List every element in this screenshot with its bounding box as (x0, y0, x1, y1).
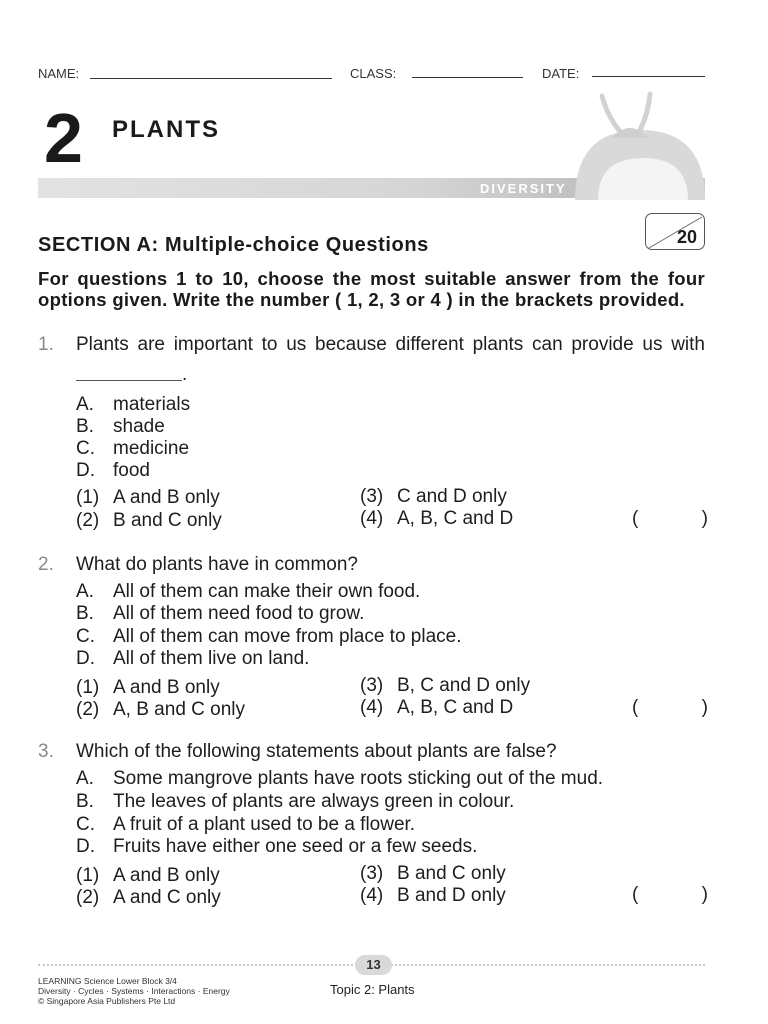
name-label: NAME: (38, 66, 80, 81)
option-letter: B. (76, 416, 94, 437)
option-letter: C. (76, 814, 95, 835)
question-number: 3. (38, 741, 54, 762)
bracket-close: ) (701, 884, 708, 905)
class-field[interactable] (412, 77, 523, 78)
answer-label: (1) (76, 865, 100, 886)
chapter-number: 2 (44, 99, 83, 177)
answer-text: C and D only (397, 486, 507, 507)
date-field[interactable] (592, 76, 705, 77)
instructions-line-2: options given. Write the number ( 1, 2, 3 or 4 ) in the brackets provided. (38, 289, 685, 310)
question-text: What do plants have in common? (76, 554, 358, 575)
footer-book-title: LEARNING Science Lower Block 3/4 (38, 976, 177, 986)
option-text: A fruit of a plant used to be a flower. (113, 814, 416, 835)
option-letter: D. (76, 836, 95, 857)
option-letter: B. (76, 791, 94, 812)
option-text: medicine (113, 438, 190, 459)
left-horn-shape (602, 96, 622, 134)
option-letter: C. (76, 626, 95, 647)
answer-text: A, B, C and D (397, 508, 514, 529)
score-total: 20 (677, 227, 698, 247)
option-text: The leaves of plants are always green in colour. (113, 791, 515, 812)
option-letter: C. (76, 438, 95, 459)
chapter-title: PLANTS (112, 116, 220, 143)
question-number: 2. (38, 554, 54, 575)
section-title: SECTION A: Multiple-choice Questions (38, 234, 429, 256)
option-text: shade (113, 416, 165, 437)
bracket-open: ( (632, 884, 639, 905)
instructions-line-1: For questions 1 to 10, choose the most suitable answer from the four (38, 268, 705, 289)
answer-text: A and B only (113, 677, 220, 698)
bracket-close: ) (701, 508, 708, 529)
bracket-open: ( (632, 697, 639, 718)
question-blank (76, 380, 182, 381)
footer-topic: Topic 2: Plants (330, 982, 415, 997)
answer-text: A and C only (113, 887, 221, 908)
option-letter: A. (76, 394, 94, 415)
option-letter: D. (76, 648, 95, 669)
option-letter: A. (76, 581, 94, 602)
option-text: Some mangrove plants have roots sticking out of the mud. (113, 768, 604, 789)
right-horn-shape (638, 94, 650, 134)
answer-bracket[interactable] (632, 508, 708, 530)
option-letter: B. (76, 603, 94, 624)
answer-label: (1) (76, 487, 100, 508)
answer-text: A and B only (113, 487, 220, 508)
answer-label: (4) (360, 508, 384, 529)
answer-bracket[interactable] (632, 697, 708, 719)
question-text: Which of the following statements about plants are false? (76, 741, 557, 762)
answer-text: B and C only (397, 863, 506, 884)
bracket-close: ) (701, 697, 708, 718)
option-text: food (113, 460, 150, 481)
answer-label: (2) (76, 887, 100, 908)
option-letter: D. (76, 460, 95, 481)
answer-text: B and D only (397, 885, 506, 906)
answer-label: (2) (76, 699, 100, 720)
footer-publisher: © Singapore Asia Publishers Pte Ltd (38, 996, 176, 1006)
option-text: materials (113, 394, 191, 415)
option-letter: A. (76, 768, 94, 789)
question-number: 1. (38, 334, 54, 355)
answer-label: (4) (360, 885, 384, 906)
question-blank-suffix: . (182, 364, 188, 385)
page-number: 13 (355, 955, 392, 975)
footer-book-themes: Diversity · Cycles · Systems · Interactions · Energy (38, 986, 230, 996)
option-text: All of them need food to grow. (113, 603, 365, 624)
answer-text: A, B, C and D (397, 697, 514, 718)
banner-label: DIVERSITY (480, 181, 567, 196)
option-text: Fruits have either one seed or a few seeds. (113, 836, 478, 857)
answer-text: B and C only (113, 510, 222, 531)
option-text: All of them can move from place to place. (113, 626, 462, 647)
answer-text: A and B only (113, 865, 220, 886)
answer-label: (1) (76, 677, 100, 698)
answer-label: (3) (360, 486, 384, 507)
bracket-open: ( (632, 508, 639, 529)
answer-label: (2) (76, 510, 100, 531)
answer-label: (4) (360, 697, 384, 718)
option-text: All of them live on land. (113, 648, 310, 669)
answer-bracket[interactable] (632, 884, 708, 906)
date-label: DATE: (542, 66, 580, 81)
answer-label: (3) (360, 863, 384, 884)
answer-text: B, C and D only (397, 675, 531, 696)
option-text: All of them can make their own food. (113, 581, 421, 602)
question-text: Plants are important to us because different plants can provide us with (76, 334, 705, 355)
answer-text: A, B and C only (113, 699, 246, 720)
class-label: CLASS: (350, 66, 397, 81)
name-field[interactable] (90, 78, 332, 79)
answer-label: (3) (360, 675, 384, 696)
